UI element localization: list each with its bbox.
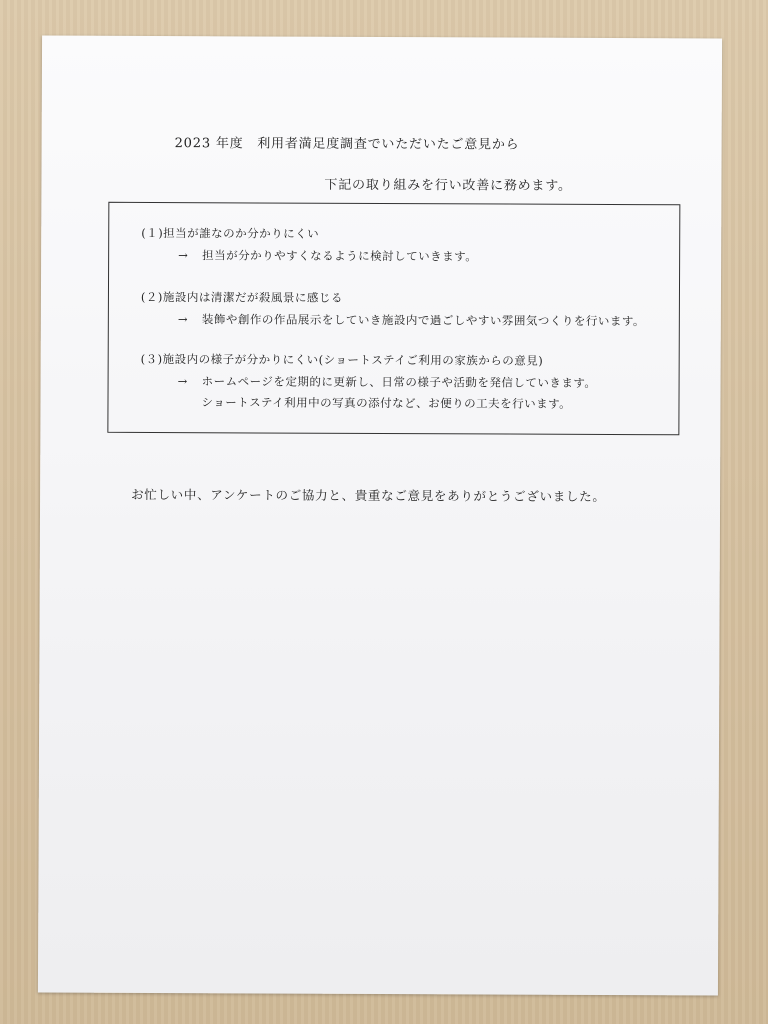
document-title: 2023 年度 利用者満足度調査でいただいたご意見から xyxy=(174,136,520,153)
item-2-heading: (２)施設内は清潔だが殺風景に感じる xyxy=(140,289,343,305)
paper-sheet xyxy=(38,36,722,996)
document-subtitle: 下記の取り組みを行い改善に務めます。 xyxy=(324,177,572,194)
item-1-heading: (１)担当が誰なのか分かりにくい xyxy=(141,225,320,241)
item-2-response: 装飾や創作の作品展示をしていき施設内で過ごしやすい雰囲気つくりを行います。 xyxy=(201,312,645,329)
arrow-icon: → xyxy=(177,374,188,389)
item-3-response: ホームページを定期的に更新し、日常の様子や活動を発信していきます。 xyxy=(201,374,597,390)
item-1-response: 担当が分かりやすくなるように検討していきます。 xyxy=(202,248,478,264)
item-1-response-row xyxy=(178,247,477,264)
feedback-box xyxy=(107,202,680,435)
item-3-response-row xyxy=(178,373,597,391)
item-3-heading: (３)施設内の様子が分かりにくい(ショートステイご利用の家族からの意見) xyxy=(140,351,544,368)
item-2-response-row xyxy=(178,311,645,329)
arrow-icon: → xyxy=(178,248,189,263)
thanks-message: お忙しい中、アンケートのご協力と、貴重なご意見をありがとうございました。 xyxy=(131,486,606,504)
arrow-icon: → xyxy=(177,312,189,327)
item-3-response-cont: ショートステイ利用中の写真の添付など、お便りの工夫を行います。 xyxy=(201,395,572,411)
